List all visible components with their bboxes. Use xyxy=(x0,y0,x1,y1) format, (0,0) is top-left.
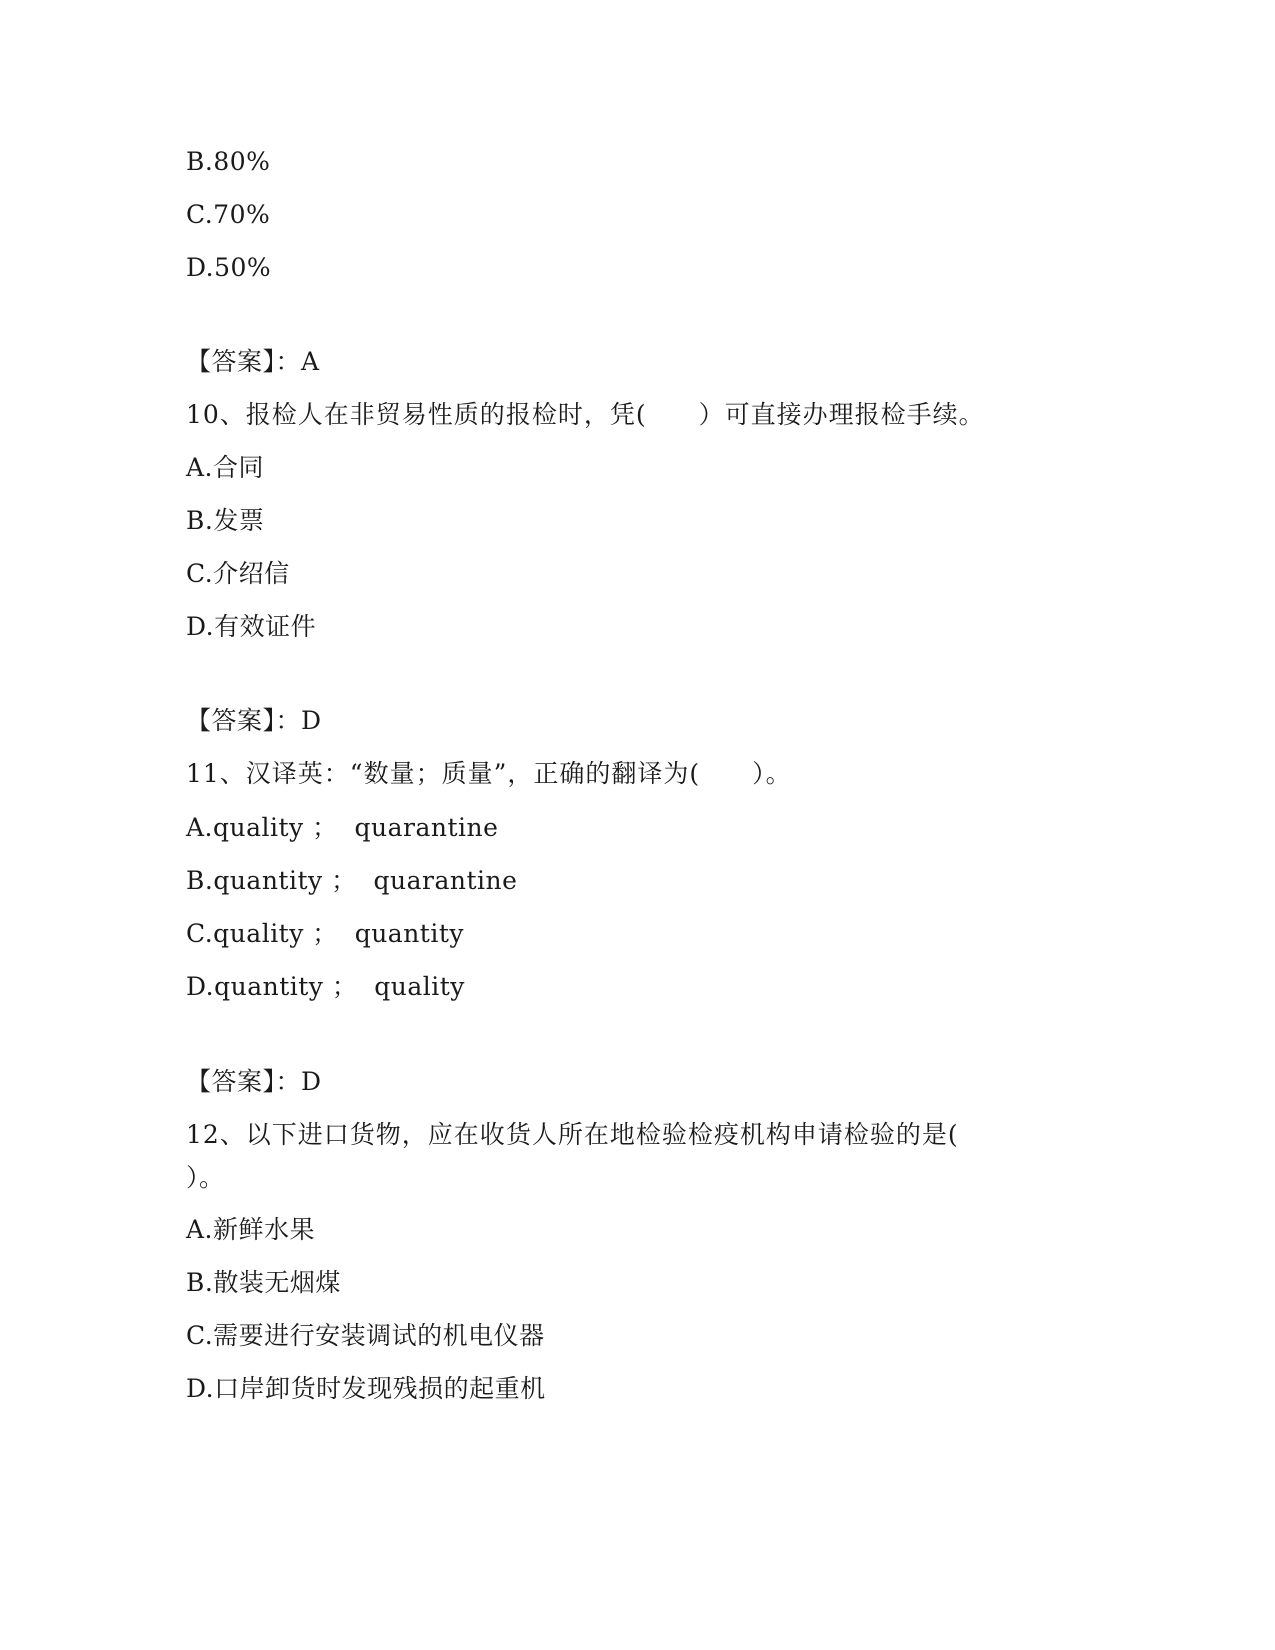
q12-option-a: A.新鲜水果 xyxy=(186,1215,316,1244)
q10-option-d: D.有效证件 xyxy=(186,612,317,641)
q11-option-c: C.quality ； quantity xyxy=(186,919,465,948)
question-12-stem-line1: 12、以下进口货物，应在收货人所在地检验检疫机构申请检验的是( xyxy=(186,1120,959,1149)
q10-option-b: B.发票 xyxy=(186,506,265,535)
question-12-stem-line2: ）。 xyxy=(186,1163,225,1192)
q12-option-b: B.散装无烟煤 xyxy=(186,1268,341,1297)
q12-option-c: C.需要进行安装调试的机电仪器 xyxy=(186,1321,545,1350)
q10-option-c: C.介绍信 xyxy=(186,559,290,588)
q11-option-b: B.quantity ； quarantine xyxy=(186,866,518,895)
question-11-stem: 11、汉译英：“数量；质量”，正确的翻译为( ）。 xyxy=(186,759,792,788)
q10-option-a: A.合同 xyxy=(186,453,265,482)
answer-prev: 【答案】：A xyxy=(186,347,320,376)
q10-answer: 【答案】：D xyxy=(186,706,322,735)
option-c-prev: C.70% xyxy=(186,200,271,229)
q11-option-d: D.quantity ； quality xyxy=(186,972,465,1001)
q11-answer: 【答案】：D xyxy=(186,1067,322,1096)
q11-option-a: A.quality ； quarantine xyxy=(186,813,499,842)
q12-option-d: D.口岸卸货时发现残损的起重机 xyxy=(186,1374,546,1403)
option-b-prev: B.80% xyxy=(186,147,271,176)
option-d-prev: D.50% xyxy=(186,253,272,282)
question-10-stem: 10、报检人在非贸易性质的报检时，凭( ）可直接办理报检手续。 xyxy=(186,400,985,429)
